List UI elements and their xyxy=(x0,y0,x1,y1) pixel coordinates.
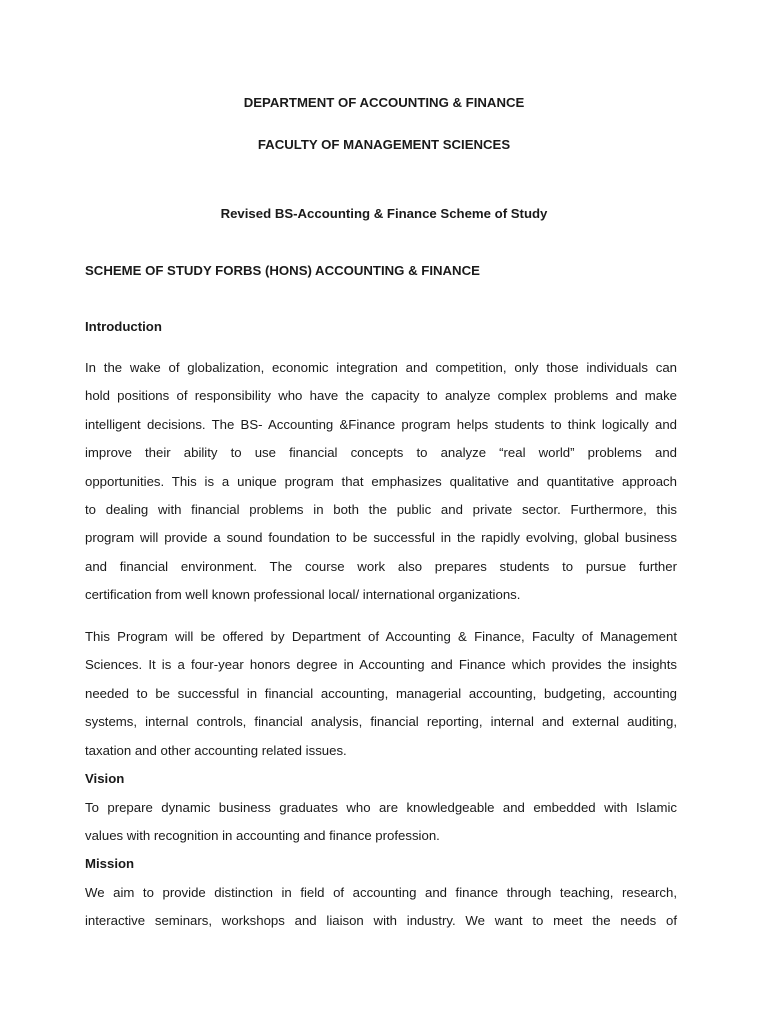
paragraph-line: opportunities. This is a unique program that emphasizes qualitative and quantitative approach xyxy=(85,473,677,489)
vision-heading: Vision xyxy=(85,771,125,786)
introduction-heading: Introduction xyxy=(85,319,162,334)
faculty-title: FACULTY OF MANAGEMENT SCIENCES xyxy=(257,137,511,152)
paragraph-line: needed to be successful in financial accounting, managerial accounting, budgeting, accounting xyxy=(85,685,677,701)
paragraph-line: systems, internal controls, financial analysis, financial reporting, internal and external auditing, xyxy=(85,714,677,730)
scheme-heading: SCHEME OF STUDY FORBS (HONS) ACCOUNTING & FINANCE xyxy=(85,263,480,278)
paragraph-line: This Program will be offered by Department of Accounting & Finance, Faculty of Management xyxy=(85,629,677,644)
paragraph-line: program will provide a sound foundation to be successful in the rapidly evolving, global business xyxy=(85,530,677,546)
paragraph-line: to dealing with financial problems in both the public and private sector. Furthermore, this xyxy=(85,501,677,517)
paragraph-line: certification from well known professional local/ international organizations. xyxy=(85,587,521,603)
vision-paragraph xyxy=(85,794,677,851)
paragraph-line: hold positions of responsibility who have the capacity to analyze complex problems and make xyxy=(85,388,677,404)
department-title: DEPARTMENT OF ACCOUNTING & FINANCE xyxy=(243,95,525,110)
paragraph-line: Sciences. It is a four-year honors degree in Accounting and Finance which provides the insights xyxy=(85,657,677,673)
paragraph-line: taxation and other accounting related issues. xyxy=(85,742,347,758)
paragraph-line: To prepare dynamic business graduates who are knowledgeable and embedded with Islamic xyxy=(85,800,677,815)
paragraph-line: In the wake of globalization, economic integration and competition, only those individuals can xyxy=(85,360,677,375)
paragraph-line: interactive seminars, workshops and liaison with industry. We want to meet the needs of xyxy=(85,913,677,929)
paragraph-line: We aim to provide distinction in field of accounting and finance through teaching, research, xyxy=(85,885,677,900)
mission-heading: Mission xyxy=(85,856,135,871)
paragraph-line: values with recognition in accounting and finance profession. xyxy=(85,828,440,844)
paragraph-line: improve their ability to use financial concepts to analyze “real world” problems and xyxy=(85,445,677,461)
paragraph-line: and financial environment. The course work also prepares students to pursue further xyxy=(85,558,677,574)
mission-paragraph xyxy=(85,879,677,936)
introduction-paragraph-1 xyxy=(85,354,677,610)
paragraph-line: intelligent decisions. The BS- Accounting &Finance program helps students to think logically and xyxy=(85,416,677,432)
scheme-title: Revised BS-Accounting & Finance Scheme of Study xyxy=(220,206,548,221)
introduction-paragraph-2 xyxy=(85,623,677,765)
